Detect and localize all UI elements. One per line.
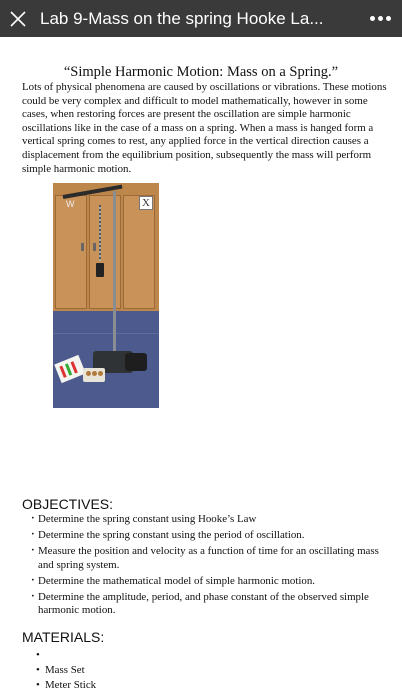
mass-set [83,368,105,382]
list-item: · Determine the mathematical model of simple harmonic motion. [31,575,393,589]
document-title: Lab 9-Mass on the spring Hooke La... [40,8,324,28]
materials-title: MATERIALS: [22,629,105,645]
cabinet-door [123,195,155,309]
objectives-title: OBJECTIVES: [22,496,114,512]
more-options-button[interactable] [358,0,402,37]
document-heading: “Simple Harmonic Motion: Mass on a Spring.” [63,64,339,80]
floor-seam [53,333,159,334]
close-icon [8,9,28,29]
materials-list [36,648,376,693]
cabinet-door [89,195,121,309]
door-handle [81,243,84,251]
list-item [36,648,376,663]
lab-setup-photo [53,183,159,408]
more-dots-icon [368,16,392,21]
list-item: • Mass Set [36,663,376,678]
hanging-mass [96,263,104,277]
close-button[interactable] [0,0,36,37]
list-item: • Meter Stick [36,678,376,693]
list-item: · Measure the position and velocity as a function of time for an oscillating mass and spring system. [31,545,393,572]
top-bar [0,0,402,37]
door-handle [93,243,96,251]
image-close-button[interactable]: X [139,196,153,210]
list-item: · Determine the spring constant using the period of oscillation. [31,529,393,543]
cabinet-door [55,195,87,309]
list-item: · Determine the spring constant using Hooke’s Law [31,513,393,527]
list-item: · Determine the amplitude, period, and phase constant of the observed simple harmonic motion. [31,591,393,618]
stand-rod [113,191,116,361]
intro-paragraph: Lots of physical phenomena are caused by oscillations or vibrations. These motions could be very complex and difficult to model mathematically, however in some cases, when restoring forces are present the oscillation are simple harmonic oscillations like in the case of a mass on a spring. When a mass is hanged form a vertical spring comes to rest, any applied force in the vertical direction causes a displacement from the equilibrium position, subsequently the mass will perform simple harmonic motion. [22,81,387,175]
spring [99,205,101,261]
motion-sensor [125,353,147,371]
objectives-list [31,513,393,620]
image-corner-label: W [66,199,75,209]
